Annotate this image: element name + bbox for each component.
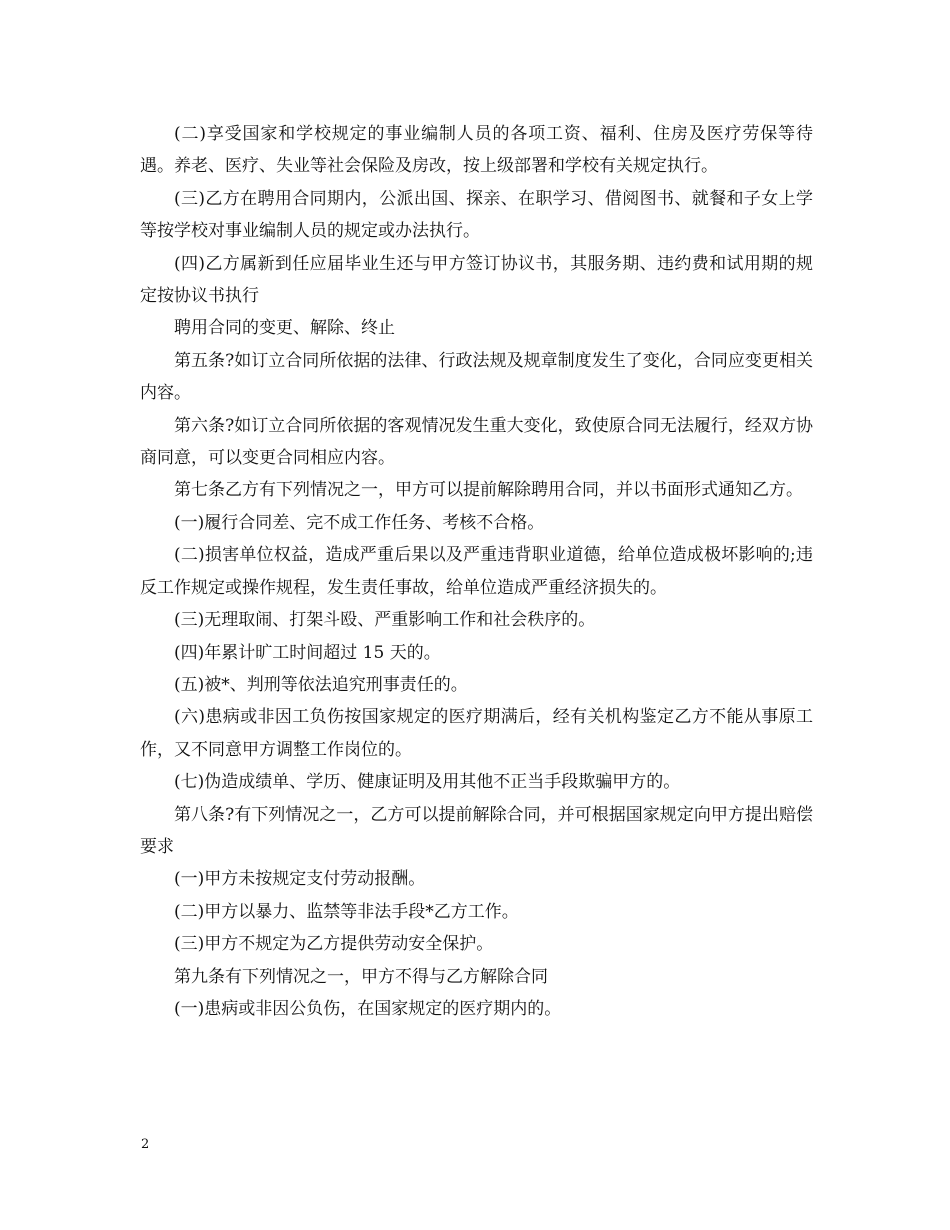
section-heading: 聘用合同的变更、解除、终止	[174, 318, 395, 339]
article-8-item-2: (二)甲方以暴力、监禁等非法手段*乙方工作。	[174, 901, 519, 922]
article-6: 第六条?如订立合同所依据的客观情况发生重大变化，致使原合同无法履行，经双方协商同意，可以变更合同相应内容。	[140, 415, 813, 469]
page-number: 2	[141, 1137, 150, 1152]
article-7-item-2: (二)损害单位权益，造成严重后果以及严重违背职业道德，给单位造成极坏影响的;违反工作规定或操作规程，发生责任事故，给单位造成严重经济损失的。	[140, 545, 813, 598]
article-8-item-1: (一)甲方未按规定支付劳动报酬。	[174, 869, 426, 890]
article-7-item-1: (一)履行合同差、完不成工作任务、考核不合格。	[174, 512, 545, 533]
document-body	[140, 118, 813, 1025]
article-7: 第七条乙方有下列情况之一，甲方可以提前解除聘用合同，并以书面形式通知乙方。	[174, 480, 803, 501]
article-9: 第九条有下列情况之一，甲方不得与乙方解除合同	[174, 966, 548, 987]
article-7-item-3: (三)无理取闹、打架斗殴、严重影响工作和社会秩序的。	[174, 610, 596, 631]
article-7-item-6: (六)患病或非因工负伤按国家规定的医疗期满后，经有关机构鉴定乙方不能从事原工作，又不同意甲方调整工作岗位的。	[140, 707, 813, 760]
paragraph-1: (二)享受国家和学校规定的事业编制人员的各项工资、福利、住房及医疗劳保等待遇。养老、医疗、失业等社会保险及房改，按上级部署和学校有关规定执行。	[140, 124, 813, 177]
article-5: 第五条?如订立合同所依据的法律、行政法规及规章制度发生了变化，合同应变更相关内容。	[140, 350, 813, 404]
article-7-item-4: (四)年累计旷工时间超过 15 天的。	[174, 642, 441, 663]
article-9-item-1: (一)患病或非因公负伤，在国家规定的医疗期内的。	[174, 998, 562, 1019]
paragraph-2: (三)乙方在聘用合同期内，公派出国、探亲、在职学习、借阅图书、就餐和子女上学等按学校对事业编制人员的规定或办法执行。	[140, 188, 813, 242]
article-7-item-7: (七)伪造成绩单、学历、健康证明及用其他不正当手段欺骗甲方的。	[174, 772, 681, 793]
article-8-item-3: (三)甲方不规定为乙方提供劳动安全保护。	[174, 934, 494, 955]
paragraph-3: (四)乙方属新到任应届毕业生还与甲方签订协议书，其服务期、违约费和试用期的规定按协议书执行	[140, 253, 813, 307]
article-8: 第八条?有下列情况之一，乙方可以提前解除合同，并可根据国家规定向甲方提出赔偿要求	[140, 804, 813, 857]
article-7-item-5: (五)被*、判刑等依法追究刑事责任的。	[174, 674, 468, 695]
